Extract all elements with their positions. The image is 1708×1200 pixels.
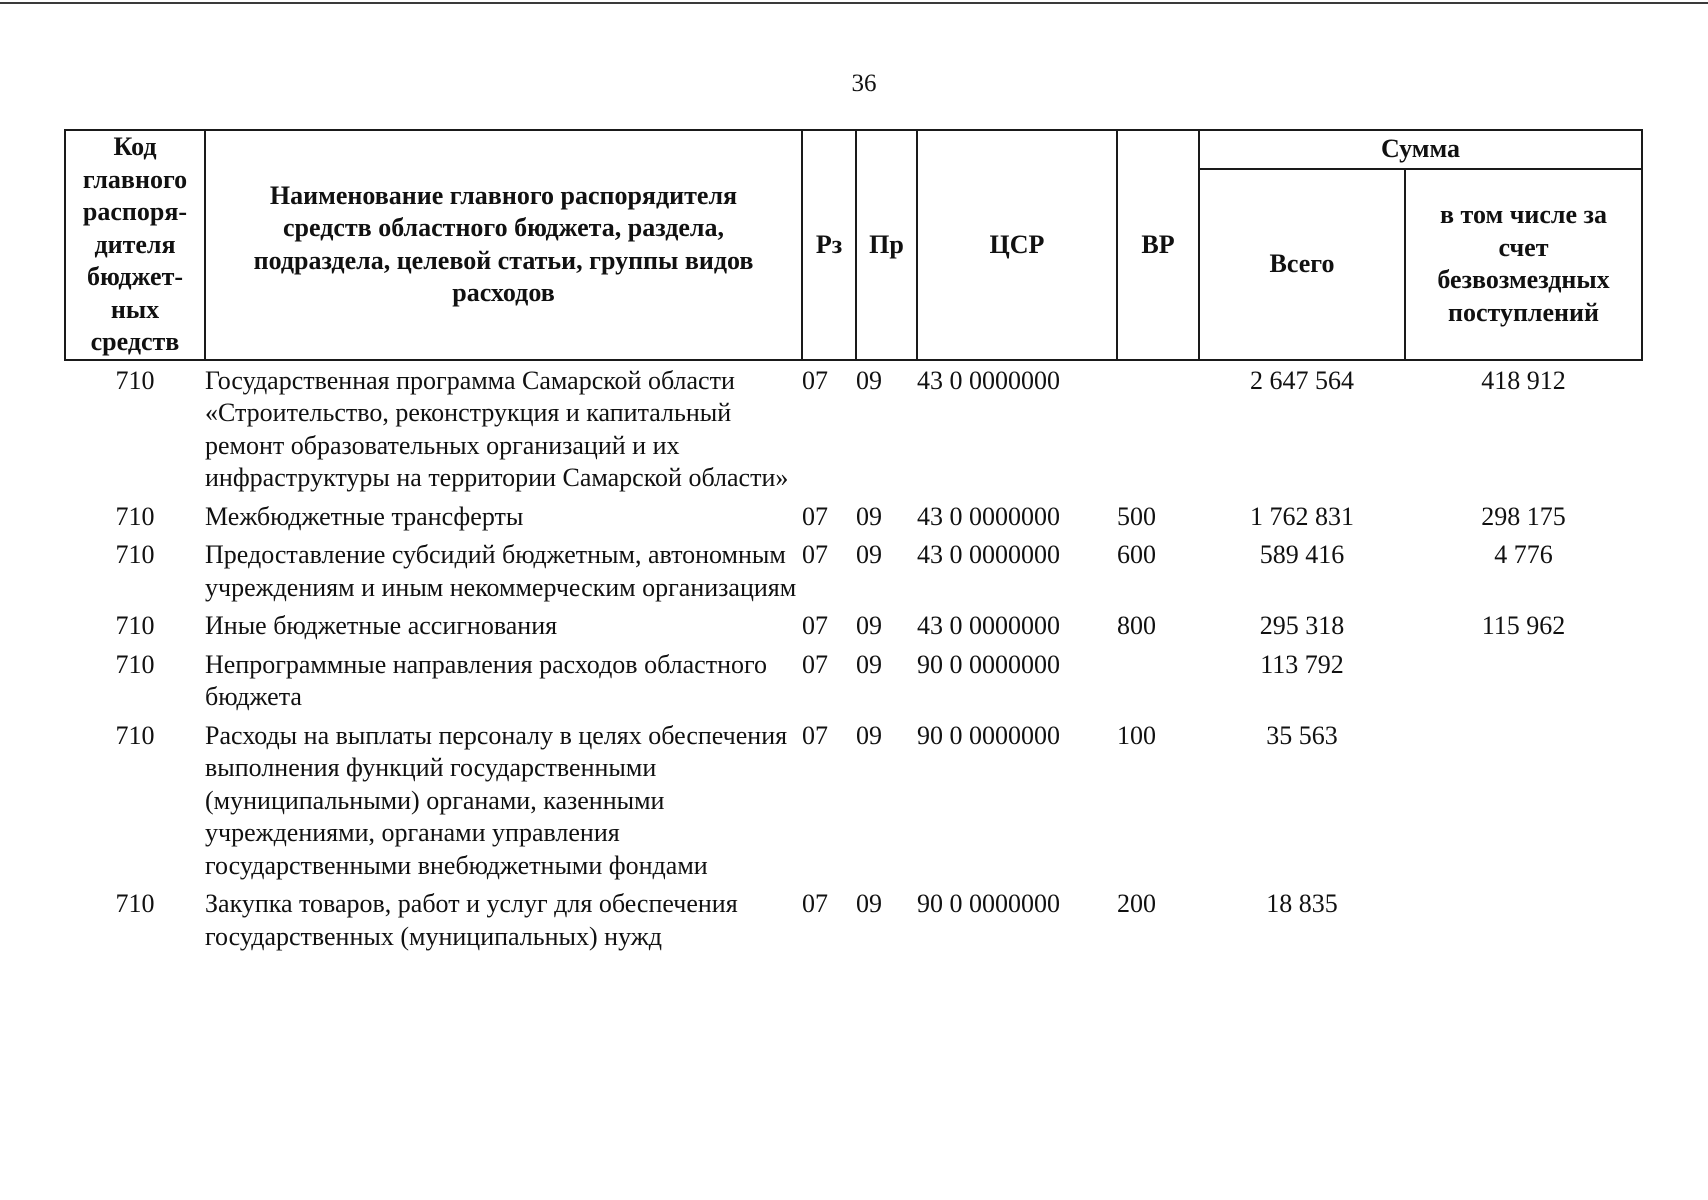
- cell-csr: 43 0 0000000: [917, 540, 1060, 569]
- cell-free: 418 912: [1481, 365, 1566, 395]
- cell-free: 298 175: [1481, 501, 1566, 531]
- cell-rz: 07: [802, 720, 828, 750]
- cell-code: 710: [115, 649, 155, 679]
- cell-csr: 43 0 0000000: [917, 365, 1060, 395]
- table-row: [65, 714, 1642, 883]
- table-body: [65, 360, 1642, 954]
- header-vr: ВР: [1117, 130, 1199, 360]
- cell-code: 710: [115, 540, 155, 569]
- cell-free: 115 962: [1481, 611, 1566, 640]
- table-row: [65, 360, 1642, 495]
- cell-pr: 09: [856, 889, 882, 918]
- cell-vr: 800: [1117, 611, 1156, 640]
- cell-rz: 07: [802, 365, 828, 395]
- header-sum: Сумма: [1199, 130, 1642, 169]
- cell-rz: 07: [802, 889, 828, 918]
- cell-pr: 09: [856, 649, 882, 679]
- page-number: 36: [851, 70, 877, 97]
- cell-pr: 09: [856, 611, 882, 640]
- cell-pr: 09: [856, 720, 882, 750]
- cell-csr: 90 0 0000000: [917, 720, 1060, 750]
- cell-rz: 07: [802, 649, 828, 679]
- cell-total: 18 835: [1266, 889, 1338, 918]
- cell-name: Иные бюджетные ассигнования: [205, 611, 558, 640]
- cell-total: 113 792: [1260, 649, 1344, 679]
- cell-csr: 43 0 0000000: [917, 501, 1060, 531]
- cell-vr: [1117, 360, 1199, 495]
- cell-name: Межбюджетные трансферты: [205, 501, 524, 531]
- table-row: [65, 604, 1642, 643]
- cell-code: 710: [115, 611, 155, 640]
- header-code: Код главного распоря-дителя бюджет-ных средств: [65, 130, 205, 360]
- table-row: [65, 495, 1642, 534]
- cell-total: 35 563: [1266, 720, 1338, 750]
- cell-free: [1405, 882, 1642, 953]
- cell-name: Закупка товаров, работ и услуг для обеспечения государственных (муниципальных) нужд: [205, 889, 738, 951]
- cell-csr: 43 0 0000000: [917, 611, 1060, 640]
- header-csr: ЦСР: [917, 130, 1117, 360]
- cell-name: Расходы на выплаты персоналу в целях обеспечения выполнения функций государственными (муниципальными) органами, казенными учреждениями, органами управления государственными внебюджетными фондами: [205, 720, 788, 880]
- cell-name: Государственная программа Самарской области «Строительство, реконструкция и капитальный ремонт образовательных организаций и их инфраструктуры на территории Самарской области»: [205, 365, 789, 492]
- cell-code: 710: [115, 720, 155, 750]
- cell-total: 295 318: [1259, 611, 1345, 640]
- cell-free: 4 776: [1494, 540, 1553, 569]
- cell-vr: 200: [1117, 889, 1156, 918]
- cell-total: 2 647 564: [1250, 365, 1354, 395]
- cell-csr: 90 0 0000000: [917, 649, 1060, 679]
- cell-vr: 500: [1117, 501, 1156, 531]
- cell-vr: 600: [1117, 540, 1156, 569]
- cell-rz: 07: [802, 540, 828, 569]
- header-rz: Рз: [802, 130, 856, 360]
- header-total: Всего: [1199, 169, 1405, 359]
- cell-vr: 100: [1117, 720, 1156, 750]
- table-row: [65, 533, 1642, 604]
- cell-code: 710: [115, 889, 155, 918]
- cell-code: 710: [115, 501, 155, 531]
- top-rule: [0, 2, 1708, 4]
- cell-pr: 09: [856, 365, 882, 395]
- cell-pr: 09: [856, 540, 882, 569]
- cell-total: 589 416: [1259, 540, 1345, 569]
- cell-rz: 07: [802, 501, 828, 531]
- cell-vr: [1117, 643, 1199, 714]
- table-row: [65, 643, 1642, 714]
- cell-name: Предоставление субсидий бюджетным, автономным учреждениям и иным некоммерческим организациям: [205, 540, 797, 602]
- table-row: [65, 882, 1642, 953]
- header-name: Наименование главного распорядителя средств областного бюджета, раздела, подраздела, целевой статьи, группы видов расходов: [205, 130, 802, 360]
- cell-code: 710: [115, 365, 155, 395]
- cell-csr: 90 0 0000000: [917, 889, 1060, 918]
- cell-rz: 07: [802, 611, 828, 640]
- cell-pr: 09: [856, 501, 882, 531]
- cell-total: 1 762 831: [1250, 501, 1354, 531]
- header-pr: Пр: [856, 130, 917, 360]
- cell-name: Непрограммные направления расходов областного бюджета: [205, 649, 767, 711]
- header-free: в том числе за счет безвозмездных поступлений: [1405, 169, 1642, 359]
- budget-table: [64, 129, 1643, 953]
- cell-free: [1405, 714, 1642, 883]
- cell-free: [1405, 643, 1642, 714]
